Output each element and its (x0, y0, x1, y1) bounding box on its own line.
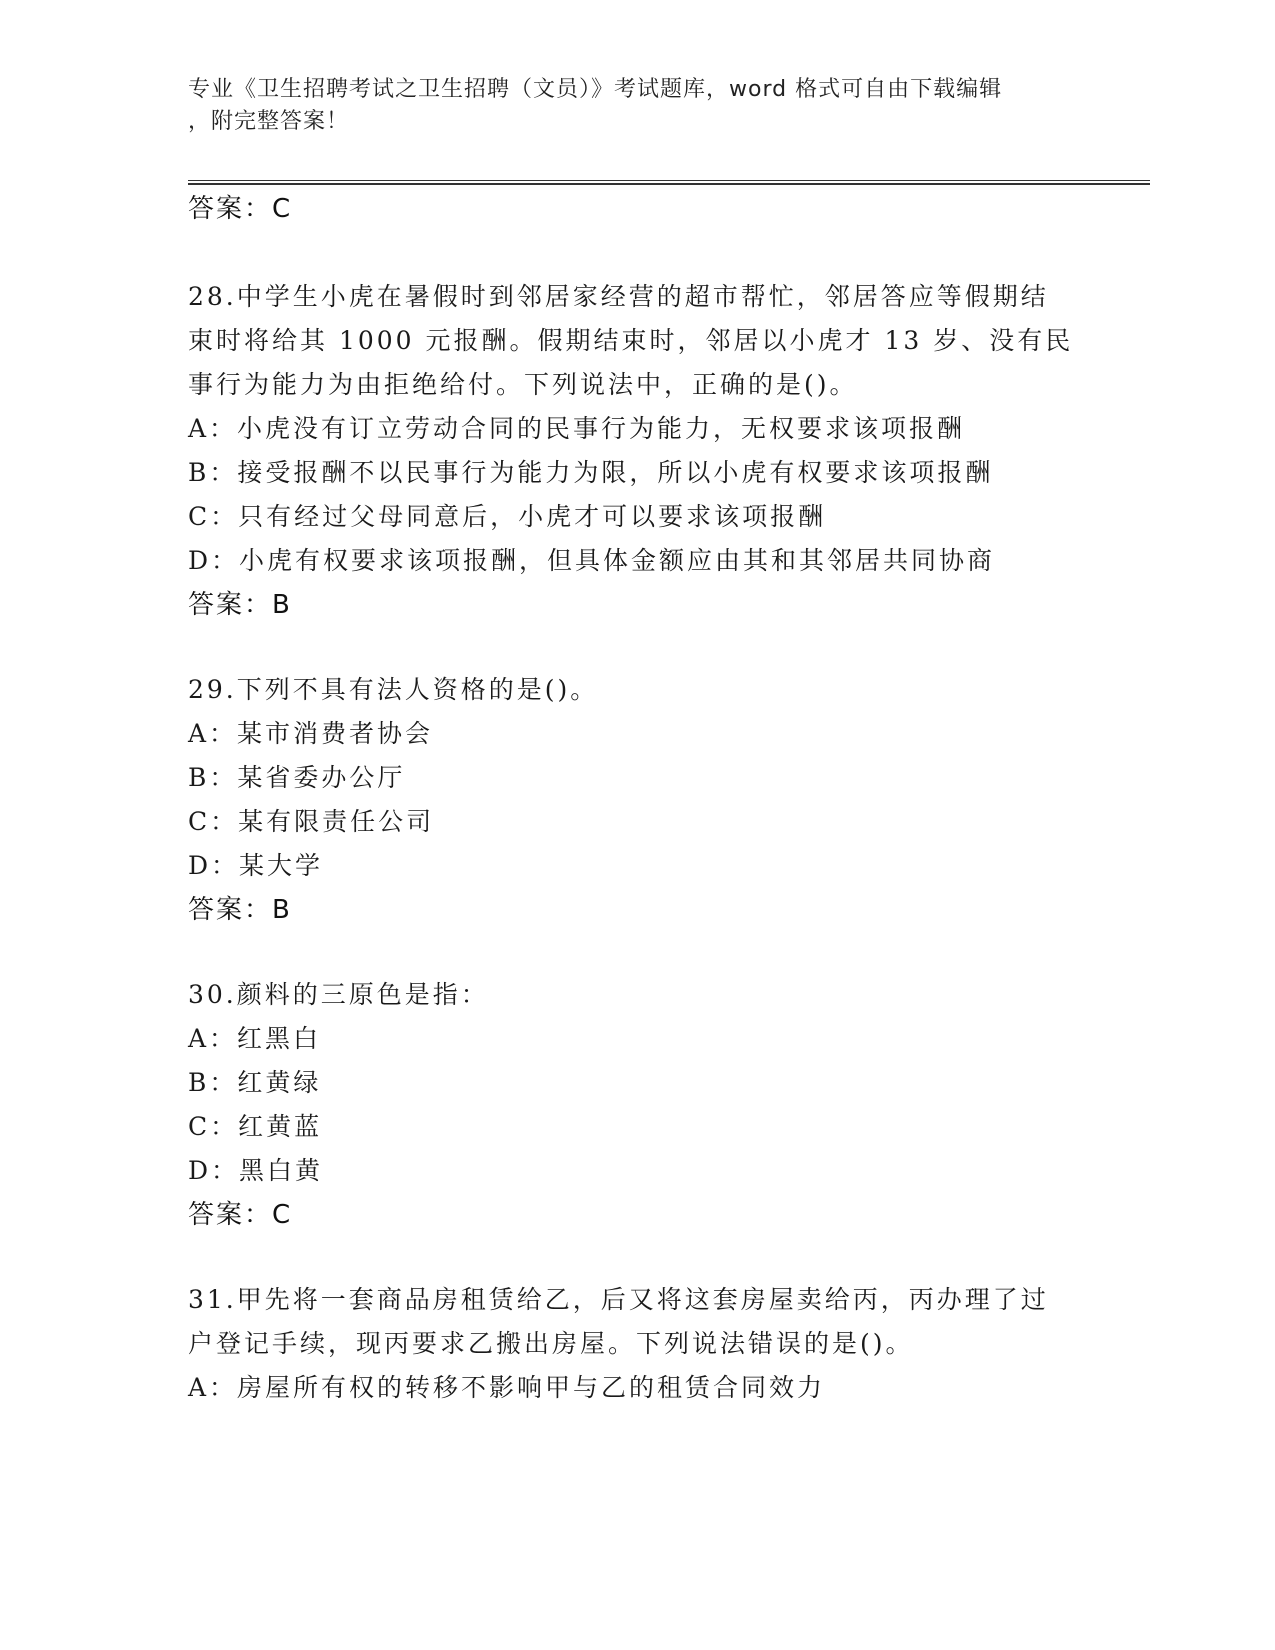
header-divider-thick (188, 183, 1150, 185)
question-30-option-c: C：红黄蓝 (188, 1112, 323, 1141)
question-31-stem-1: 31.甲先将一套商品房租赁给乙，后又将这套房屋卖给丙，丙办理了过 (188, 1285, 1049, 1314)
question-29-option-d: D：某大学 (188, 851, 324, 880)
question-30-option-a: A：红黑白 (188, 1024, 322, 1053)
question-28-option-b: B：接受报酬不以民事行为能力为限，所以小虎有权要求该项报酬 (188, 458, 994, 487)
question-31-stem-2: 户登记手续，现丙要求乙搬出房屋。下列说法错误的是()。 (188, 1329, 914, 1358)
question-28-option-c: C：只有经过父母同意后，小虎才可以要求该项报酬 (188, 502, 827, 531)
header-line-2: ，附完整答案！ (188, 109, 350, 134)
previous-answer: 答案：C (188, 194, 293, 224)
question-30-option-d: D：黑白黄 (188, 1156, 324, 1185)
question-28-stem-2: 束时将给其 1000 元报酬。假期结束时，邻居以小虎才 13 岁、没有民 (188, 326, 1074, 355)
question-29-answer: 答案：B (188, 895, 292, 925)
question-28-option-a: A：小虎没有订立劳动合同的民事行为能力，无权要求该项报酬 (188, 414, 966, 443)
question-29-option-a: A：某市消费者协会 (188, 719, 434, 748)
question-30-option-b: B：红黄绿 (188, 1068, 322, 1097)
question-28-option-d: D：小虎有权要求该项报酬，但具体金额应由其和其邻居共同协商 (188, 546, 996, 575)
question-28-answer: 答案：B (188, 590, 292, 620)
question-29-option-c: C：某有限责任公司 (188, 807, 435, 836)
question-29-option-b: B：某省委办公厅 (188, 763, 406, 792)
header-line-1: 专业《卫生招聘考试之卫生招聘（文员）》考试题库，word 格式可自由下载编辑 (188, 77, 1003, 102)
question-28-stem-1: 28.中学生小虎在暑假时到邻居家经营的超市帮忙，邻居答应等假期结 (188, 282, 1049, 311)
header-divider-thin (188, 180, 1150, 181)
question-28-stem-3: 事行为能力为由拒绝给付。下列说法中，正确的是()。 (188, 370, 858, 399)
question-30-answer: 答案：C (188, 1200, 293, 1230)
question-31-option-a: A：房屋所有权的转移不影响甲与乙的租赁合同效力 (188, 1373, 826, 1402)
question-30-stem-1: 30.颜料的三原色是指： (188, 980, 489, 1009)
question-29-stem-1: 29.下列不具有法人资格的是()。 (188, 675, 599, 704)
page-header (188, 74, 1088, 138)
